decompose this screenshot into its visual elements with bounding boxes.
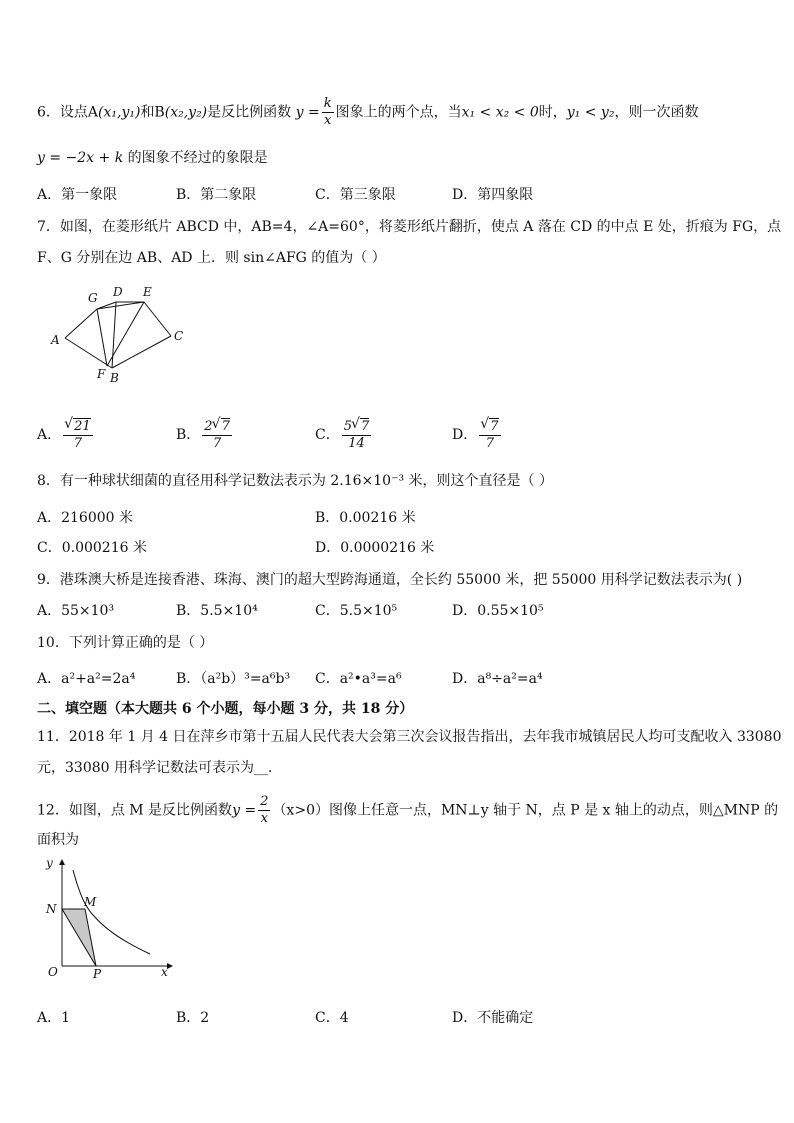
q7-option-c-rad: √ 7 xyxy=(360,418,369,435)
q12-frac-den: x xyxy=(260,811,268,826)
q12-line1 xyxy=(37,794,778,827)
q6-text-and: 和B xyxy=(140,104,165,121)
q12-func-y: y = xyxy=(232,802,257,819)
q7-label-c: C xyxy=(174,329,184,343)
q6-line2 xyxy=(37,148,268,168)
q6-cond2: y₁ < y₂ xyxy=(566,104,615,121)
q7-option-d-label: D． xyxy=(452,427,478,443)
q10-option-d: D．a⁸÷a²=a⁴ xyxy=(452,671,543,687)
q7-option-b-frac xyxy=(202,418,232,452)
q12-label-o: O xyxy=(48,965,58,979)
q6-linear-expr: y = −2x + k xyxy=(37,150,124,166)
q12-triangle-mnp xyxy=(62,909,96,966)
q7-rhombus-figure xyxy=(45,282,195,392)
q7-option-a xyxy=(37,418,95,452)
q6-frac-den: x xyxy=(323,113,332,128)
q8-option-a: A．216000 米 xyxy=(37,510,134,526)
q12-label-x: x xyxy=(161,965,168,979)
q11-line2: 元，33080 用科学记数法可表示为__． xyxy=(37,760,282,776)
q7-option-d-frac xyxy=(479,418,500,452)
q6-text-c: 图象上的两个点，当 xyxy=(335,104,462,121)
section2-title: 二、填空题（本大题共 6 个小题，每小题 3 分，共 18 分） xyxy=(37,701,414,717)
q12-option-c: C．4 xyxy=(315,1010,349,1026)
q7-line2: F、G 分别在边 AB、AD 上．则 sin∠AFG 的值为（ ） xyxy=(37,250,386,266)
q6-func-y: y = xyxy=(295,104,320,121)
q12-option-d: D．不能确定 xyxy=(452,1010,534,1026)
q12-fraction xyxy=(258,794,270,827)
q7-option-d xyxy=(452,418,503,452)
q7-option-c-den: 14 xyxy=(348,436,365,451)
q7-label-e: E xyxy=(143,285,152,299)
q7-segment-ge xyxy=(97,302,144,309)
q6-option-a: A．第一象限 xyxy=(37,187,118,203)
q12-label-p: P xyxy=(93,967,102,981)
q12-graph-figure xyxy=(40,856,180,986)
q7-option-c xyxy=(315,418,373,452)
q6-text-b: 是反比例函数 xyxy=(207,104,292,121)
q9-option-d: D．0.55×10⁵ xyxy=(452,603,544,619)
q12-text-a: 12．如图，点 M 是反比例函数 xyxy=(37,802,233,819)
q7-fold-line-fg xyxy=(97,309,107,366)
q6-text-a: 6．设点A xyxy=(37,104,99,121)
q7-label-f: F xyxy=(97,367,106,381)
q7-option-b-label: B． xyxy=(176,427,201,443)
q12-line2: 面积为 xyxy=(37,832,79,848)
q7-label-b: B xyxy=(110,371,119,385)
q12-frac-num: 2 xyxy=(260,794,269,809)
q9-option-a: A．55×10³ xyxy=(37,603,115,619)
q8-option-b: B．0.00216 米 xyxy=(315,510,416,526)
q7-option-d-den: 7 xyxy=(485,436,495,451)
q11-line1: 11．2018 年 1 月 4 日在萍乡市第十五届人民代表大会第三次会议报告指出，去年我市城镇居民人均可支配收入 33080 xyxy=(37,729,782,745)
q6-point-a: (x₁,y₁) xyxy=(98,104,141,121)
q7-edge-ec xyxy=(144,302,171,336)
q7-option-b-coef: 2 xyxy=(204,419,213,434)
q7-option-a-label: A． xyxy=(37,427,62,443)
q7-option-a-rad: √ 21 xyxy=(73,418,91,435)
q7-option-a-den: 7 xyxy=(73,436,83,451)
q7-label-a: A xyxy=(51,333,60,347)
q10-option-a: A．a²+a²=2a⁴ xyxy=(37,671,136,687)
q7-option-a-frac xyxy=(63,418,93,452)
q6-option-c: C．第三象限 xyxy=(315,187,396,203)
q7-label-g: G xyxy=(88,291,98,305)
q12-option-b: B．2 xyxy=(176,1010,210,1026)
q6-text-e: ，则一次函数 xyxy=(614,104,699,121)
q12-text-b: （x>0）图像上任意一点，MN⊥y 轴于 N，点 P 是 x 轴上的动点，则△MNP 的 xyxy=(272,802,779,819)
q7-option-c-label: C． xyxy=(315,427,340,443)
q12-option-a: A．1 xyxy=(37,1010,71,1026)
q9-option-c: C．5.5×10⁵ xyxy=(315,603,398,619)
q7-line1: 7．如图，在菱形纸片 ABCD 中，AB=4，∠A=60°，将菱形纸片翻折，使点 A 落在 CD 的中点 E 处，折痕为 FG，点 xyxy=(37,219,782,235)
q7-option-b-rad: √ 7 xyxy=(221,418,230,435)
q8-option-c: C．0.000216 米 xyxy=(37,540,147,556)
q6-point-b: (x₂,y₂) xyxy=(164,104,208,121)
q6-line1 xyxy=(37,96,698,129)
q8-option-d: D．0.0000216 米 xyxy=(315,540,435,556)
q6-option-b: B．第二象限 xyxy=(176,187,257,203)
q6-cond1: x₁ < x₂ < 0 xyxy=(461,104,539,121)
q7-edge-ag xyxy=(65,309,97,338)
q10-stem: 10．下列计算正确的是（ ） xyxy=(37,635,214,651)
q10-option-b: B．（a²b）³=a⁶b³ xyxy=(176,671,291,687)
q7-diagonal-db xyxy=(112,302,116,368)
q7-option-c-frac xyxy=(342,418,372,452)
q12-label-n: N xyxy=(46,902,57,916)
q9-option-b: B．5.5×10⁴ xyxy=(176,603,258,619)
q7-option-b xyxy=(176,418,234,452)
q6-frac-num: k xyxy=(323,96,332,111)
q9-stem: 9．港珠澳大桥是连接香港、珠海、澳门的超大型跨海通道，全长约 55000 米，把 55000 用科学记数法表示为( ) xyxy=(37,572,743,588)
q6-option-d: D．第四象限 xyxy=(452,187,534,203)
q10-option-c: C．a²•a³=a⁶ xyxy=(315,671,402,687)
q6-fraction xyxy=(322,96,334,129)
q12-label-y: y xyxy=(46,856,53,870)
q7-edge-cb xyxy=(112,336,171,368)
q7-option-b-den: 7 xyxy=(212,436,222,451)
q6-line2-text: 的图象不经过的象限是 xyxy=(127,150,268,166)
q7-option-d-rad: √ 7 xyxy=(489,418,498,435)
q12-label-m: M xyxy=(84,895,97,909)
q8-stem: 8．有一种球状细菌的直径用科学记数法表示为 2.16×10⁻³ 米，则这个直径是（ ） xyxy=(37,473,553,489)
q7-option-c-coef: 5 xyxy=(343,419,352,434)
q6-text-d: 时， xyxy=(538,104,567,121)
q7-label-d: D xyxy=(113,285,123,299)
